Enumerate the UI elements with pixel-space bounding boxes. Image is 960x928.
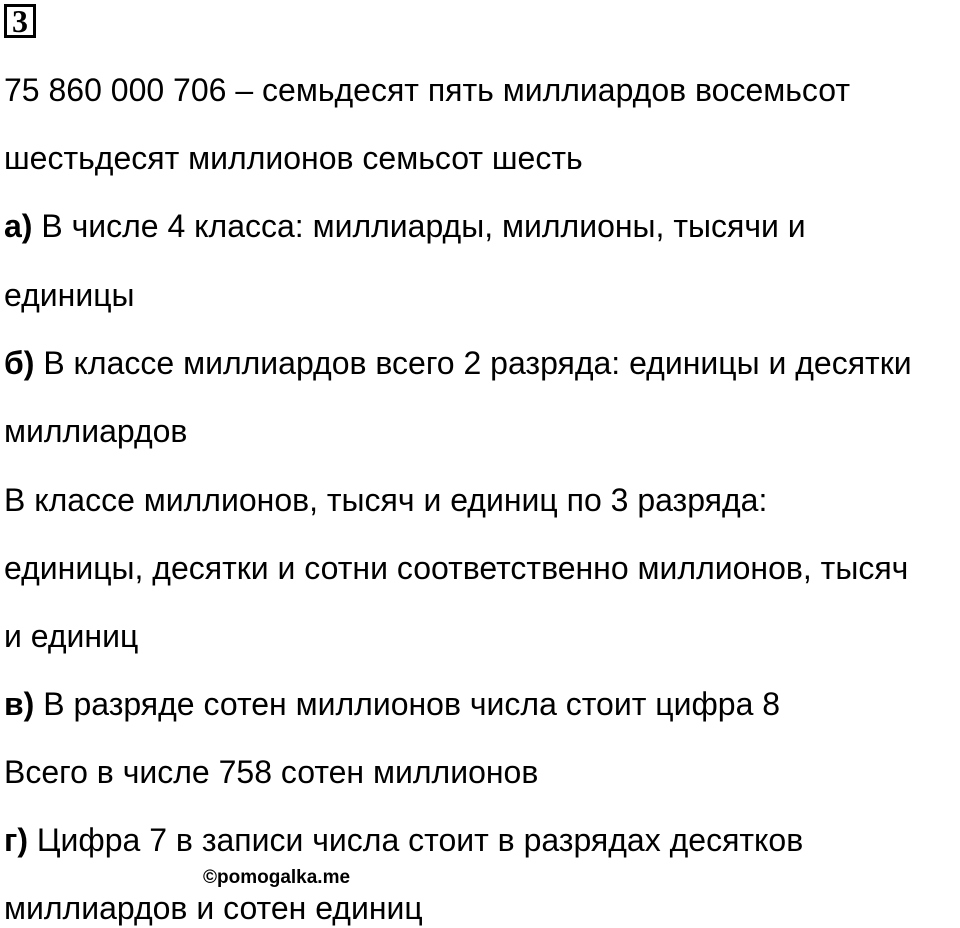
line-text: единицы, десятки и сотни соответственно миллионов, тысяч xyxy=(4,550,909,586)
line-text: 75 860 000 706 – семьдесят пять миллиардов восемьсот xyxy=(4,72,851,108)
item-marker-a: а) xyxy=(4,208,33,244)
watermark: ©pomogalka.me xyxy=(203,867,351,888)
text-line-11 xyxy=(4,752,538,792)
text-line-9 xyxy=(4,616,138,656)
item-marker-b: б) xyxy=(4,345,35,381)
line-text: и единиц xyxy=(4,618,139,654)
text-line-10 xyxy=(4,684,780,724)
line-text: миллиардов xyxy=(4,413,188,449)
task-number-box: 3 xyxy=(4,4,36,38)
text-line-8 xyxy=(4,548,908,588)
text-line-6 xyxy=(4,411,187,451)
text-line-2 xyxy=(4,138,583,178)
item-marker-g: г) xyxy=(4,822,28,858)
text-line-12 xyxy=(4,820,803,860)
text-line-5 xyxy=(4,343,912,383)
line-text: Всего в числе 758 сотен миллионов xyxy=(4,754,539,790)
text-line-7 xyxy=(4,480,767,520)
item-marker-v: в) xyxy=(4,686,35,722)
line-text: шестьдесят миллионов семьсот шесть xyxy=(4,140,583,176)
text-line-4 xyxy=(4,275,135,315)
line-text: Цифра 7 в записи числа стоит в разрядах десятков xyxy=(27,822,804,858)
line-text: миллиардов и сотен единиц xyxy=(4,890,423,926)
text-line-13 xyxy=(4,888,423,928)
text-line-3 xyxy=(4,206,806,246)
text-line-1 xyxy=(4,70,850,110)
line-text: В классе миллионов, тысяч и единиц по 3 разряда: xyxy=(4,482,768,518)
line-text: В числе 4 класса: миллиарды, миллионы, тысячи и xyxy=(32,208,806,244)
line-text: В разряде сотен миллионов числа стоит цифра 8 xyxy=(34,686,781,722)
line-text: единицы xyxy=(4,277,135,313)
line-text: В классе миллиардов всего 2 разряда: единицы и десятки xyxy=(34,345,912,381)
